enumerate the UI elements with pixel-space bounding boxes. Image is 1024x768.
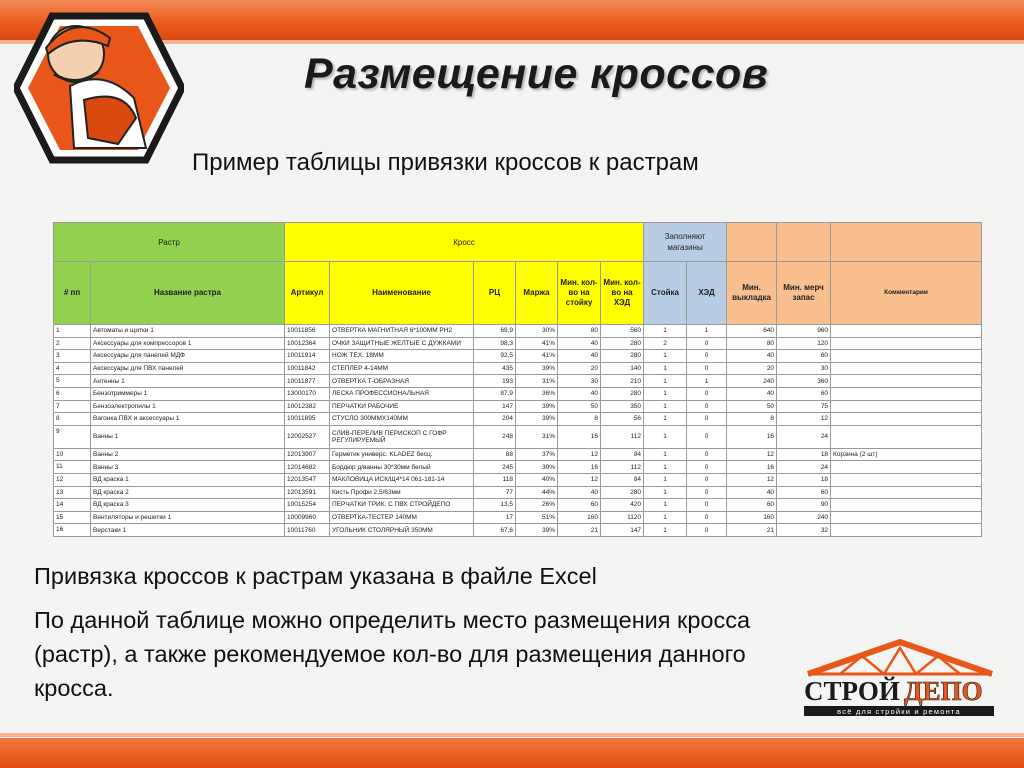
table-cell: 2 [54,337,91,350]
col-header-margin: Маржа [516,262,558,325]
table-cell: 92,5 [474,350,516,363]
table-cell: 1 [644,486,687,499]
table-cell: 0 [687,486,727,499]
col-header-min-display: Мин. выкладка [727,262,777,325]
table-cell: Бордюр д/ванны 30*30мм белый [330,461,474,474]
table-cell [831,350,982,363]
table-cell: 60 [777,486,831,499]
table-cell: 0 [687,499,727,512]
col-header-comments: Комментарии [831,262,982,325]
col-header-article: Артикул [285,262,330,325]
table-cell: 140 [601,362,644,375]
table-cell: 1 [54,325,91,338]
table-cell: Ванны 3 [91,461,285,474]
table-column-header-row [54,262,982,325]
table-cell: 18 [777,473,831,486]
table-cell: 147 [601,524,644,537]
table-cell [831,524,982,537]
table-cell: 0 [687,524,727,537]
table-cell: 10011895 [285,413,330,426]
table-cell: 16 [727,461,777,474]
table-cell: 12 [727,473,777,486]
table-cell: 39% [516,413,558,426]
table-cell: Аксессуары для панелей МДФ [91,350,285,363]
table-cell: 435 [474,362,516,375]
table-cell: 18 [777,448,831,461]
table-row [54,350,982,363]
table-cell: 12 [727,448,777,461]
table-cell: 280 [601,337,644,350]
table-cell: ПЕРЧАТКИ РАБОЧИЕ [330,400,474,413]
table-cell: 30% [516,325,558,338]
table-cell: 40 [727,350,777,363]
table-cell: 0 [687,337,727,350]
table-cell [831,486,982,499]
group-header-empty-2 [777,223,831,262]
table-cell: 350 [601,400,644,413]
table-cell: Аксессуары для ПВХ панелей [91,362,285,375]
table-cell [831,362,982,375]
table-cell: 1 [644,524,687,537]
slide-subtitle: Пример таблицы привязки кроссов к растрам [192,149,699,176]
table-cell: 10012364 [285,337,330,350]
table-cell: Аксессуары для компрессоров 1 [91,337,285,350]
table-cell: 160 [727,511,777,524]
table-cell: 32 [777,524,831,537]
table-cell: СТЕПЛЕР 4-14ММ [330,362,474,375]
table-cell: 16 [727,425,777,448]
table-cell: Ванны 1 [91,425,285,448]
table-cell: 60 [727,499,777,512]
table-cell: 248 [474,425,516,448]
table-cell: СЛИВ-ПЕРЕЛИВ ПЕРИСКОП С ГОФР РЕГУЛИРУЕМЫЙ [330,425,474,448]
table-cell [831,337,982,350]
table-cell: 8 [558,413,601,426]
table-cell: 12002527 [285,425,330,448]
table-cell: 56 [601,413,644,426]
table-row [54,511,982,524]
table-cell: Ванны 2 [91,448,285,461]
stroydepo-logo [800,638,1000,720]
table-cell: 20 [558,362,601,375]
table-cell: 30 [777,362,831,375]
table-cell: 80 [558,325,601,338]
table-cell: 1 [644,387,687,400]
table-cell: Корзина (2 шт) [831,448,982,461]
col-header-num: # пп [54,262,91,325]
table-cell: 50 [558,400,601,413]
table-cell: Антенны 1 [91,375,285,388]
table-cell: 0 [687,400,727,413]
table-cell: 20 [727,362,777,375]
table-row [54,387,982,400]
table-cell: Герметик универс. KLADEZ бесц. [330,448,474,461]
body-text-excel-note: Привязка кроссов к растрам указана в файле Excel [34,563,597,589]
table-cell: 10012382 [285,400,330,413]
col-header-hed: ХЭД [687,262,727,325]
table-cell: 40 [558,337,601,350]
table-cell: ОТВЕРТКА Т-ОБРАЗНАЯ [330,375,474,388]
col-header-raster-name: Название растра [91,262,285,325]
col-header-min-rack: Мин. кол-во на стойку [558,262,601,325]
table-cell: 240 [727,375,777,388]
table-cell: 60 [777,350,831,363]
table-cell: 12 [777,413,831,426]
table-cell: 12 [558,448,601,461]
bottom-bar-line [0,733,1024,737]
table-cell: 1 [644,461,687,474]
table-cell: 1 [644,511,687,524]
table-cell: 12 [558,473,601,486]
table-cell: ПЕРЧАТКИ ТРИК. С ПВХ СТРОЙДЕПО [330,499,474,512]
table-cell: 1 [644,499,687,512]
table-cell: 1120 [601,511,644,524]
table-cell: 3 [54,350,91,363]
table-cell: ОТВЕРТКА МАГНИТНАЯ 6*100ММ PH2 [330,325,474,338]
col-header-rack: Стойка [644,262,687,325]
table-cell: 40 [558,486,601,499]
table-cell: 36% [516,387,558,400]
group-header-stores: Заполняют магазины [644,223,727,262]
table-cell: 12014682 [285,461,330,474]
table-cell: 12 [54,473,91,486]
col-header-price: РЦ [474,262,516,325]
table-cell: 0 [687,511,727,524]
table-cell [831,461,982,474]
table-cell: Вагонка ПВХ и аксессуары 1 [91,413,285,426]
table-cell: 26% [516,499,558,512]
table-cell: 560 [601,325,644,338]
table-cell: 10011914 [285,350,330,363]
table-cell: УГОЛЬНИК СТОЛЯРНЫЙ 350ММ [330,524,474,537]
table-cell: 21 [558,524,601,537]
group-header-empty-1 [727,223,777,262]
table-cell: 69,9 [474,325,516,338]
table-cell: 30 [558,375,601,388]
table-cell: 14 [54,499,91,512]
table-cell [831,499,982,512]
table-cell: 41% [516,350,558,363]
table-cell: 1 [644,350,687,363]
table-cell: 420 [601,499,644,512]
roof-truss-icon [808,642,992,674]
table-body [54,325,982,537]
table-cell: 112 [601,461,644,474]
table-cell: 98,3 [474,337,516,350]
table-cell: 11 [54,461,91,474]
group-header-empty-3 [831,223,982,262]
logo-part2: ДЕПО [904,676,983,706]
table-cell: 1 [687,375,727,388]
table-cell: 1 [644,325,687,338]
table-cell: 8 [54,413,91,426]
table-cell: 84 [601,448,644,461]
table-cell: 1 [644,473,687,486]
table-cell: 39% [516,400,558,413]
logo-part1: СТРОЙ [804,676,900,706]
table-cell [831,400,982,413]
table-row [54,473,982,486]
table-cell: СТУСЛО 300ММХ140ММ [330,413,474,426]
table-row [54,499,982,512]
table-cell [831,473,982,486]
group-header-raster: Растр [54,223,285,262]
table-cell: Кисть Профи 2,5/63мм [330,486,474,499]
table-cell: ОТВЕРТКА-ТЕСТЕР 140ММ [330,511,474,524]
table-cell: 39% [516,524,558,537]
table-cell: 24 [777,461,831,474]
table-cell: 280 [601,486,644,499]
table-cell: 10011877 [285,375,330,388]
table-cell: 50 [727,400,777,413]
table-cell: 10011856 [285,325,330,338]
table-cell: 51% [516,511,558,524]
table-cell: ВД краска 1 [91,473,285,486]
table-cell: 31% [516,425,558,448]
table-cell: 15 [54,511,91,524]
table-cell: 1 [644,413,687,426]
table-cell: 240 [777,511,831,524]
table-row [54,461,982,474]
table-cell: 10009960 [285,511,330,524]
table-cell: 2 [644,337,687,350]
table-cell [831,387,982,400]
cross-table [53,222,982,537]
table-cell: 12013907 [285,448,330,461]
table-cell: 10 [54,448,91,461]
table-cell: ОЧКИ ЗАЩИТНЫЕ ЖЕЛТЫЕ С ДУЖКАМИ [330,337,474,350]
table-cell: 40 [558,350,601,363]
table-cell: 5 [54,375,91,388]
table-cell: 13000170 [285,387,330,400]
table-cell: 204 [474,413,516,426]
table-cell: 90 [777,499,831,512]
table-cell: 640 [727,325,777,338]
table-cell: 44% [516,486,558,499]
table-cell: Верстаки 1 [91,524,285,537]
table-cell: 4 [54,362,91,375]
table-cell: 1 [644,375,687,388]
bottom-bar [0,738,1024,768]
table-cell: 0 [687,387,727,400]
table-cell: 31% [516,375,558,388]
table-cell: 30% [516,461,558,474]
table-cell: 120 [777,337,831,350]
table-group-header-row [54,223,982,262]
table-cell: 1 [687,325,727,338]
table-cell: 21 [727,524,777,537]
table-cell: 10015254 [285,499,330,512]
table-cell: 40 [727,387,777,400]
table-cell: 8 [727,413,777,426]
table-cell: 280 [601,387,644,400]
table-row [54,362,982,375]
table-cell: 87,9 [474,387,516,400]
table-cell: ЛЕСКА ПРОФЕССИОНАЛЬНАЯ [330,387,474,400]
table-cell: 147 [474,400,516,413]
mascot-logo-icon [14,8,184,168]
table-cell: 12013547 [285,473,330,486]
col-header-min-stock: Мин. мерч запас [777,262,831,325]
table-cell [831,413,982,426]
table-cell [831,325,982,338]
table-cell: 0 [687,425,727,448]
table-row [54,486,982,499]
table-cell: 13 [54,486,91,499]
table-cell: 12013591 [285,486,330,499]
table-row [54,337,982,350]
table-cell: 13,5 [474,499,516,512]
table-cell: 1 [644,425,687,448]
table-cell: 1 [644,400,687,413]
table-cell: Автоматы и щитки 1 [91,325,285,338]
cross-table-wrapper [53,222,981,537]
table-cell [831,425,982,448]
table-cell: 60 [558,499,601,512]
table-cell: 75 [777,400,831,413]
table-cell: 210 [601,375,644,388]
table-cell: 6 [54,387,91,400]
body-text-explanation: По данной таблице можно определить место размещения кросса (растр), а также рекомендуемое кол-во для размещения данного кросса. [34,607,751,701]
table-cell: 0 [687,448,727,461]
table-row [54,325,982,338]
table-cell: 7 [54,400,91,413]
table-cell: ВД краска 2 [91,486,285,499]
table-row [54,524,982,537]
table-cell: НОЖ ТЕХ. 18ММ [330,350,474,363]
table-cell: 84 [601,473,644,486]
table-cell: 77 [474,486,516,499]
table-row [54,413,982,426]
table-cell: 88 [474,448,516,461]
table-cell: 0 [687,362,727,375]
table-cell: 112 [601,425,644,448]
table-cell: 80 [727,337,777,350]
table-cell: ВД краска 3 [91,499,285,512]
table-cell: 60 [777,387,831,400]
table-cell: 0 [687,350,727,363]
table-cell: Бензотриммеры 1 [91,387,285,400]
table-row [54,400,982,413]
table-row [54,425,982,448]
table-cell: 16 [558,461,601,474]
table-row [54,375,982,388]
table-cell: 1 [644,448,687,461]
table-row [54,448,982,461]
table-cell: 16 [558,425,601,448]
col-header-item-name: Наименование [330,262,474,325]
table-cell: 0 [687,473,727,486]
table-cell: 40 [558,387,601,400]
table-cell: 40 [727,486,777,499]
table-cell: 9 [54,425,91,448]
table-cell: МАКЛОВИЦА ИСК/Щ4*14 061-181-14 [330,473,474,486]
table-cell: 0 [687,461,727,474]
table-cell: 10011842 [285,362,330,375]
logo-tagline: всё для стройки и ремонта [837,707,961,716]
group-header-cross: Кросс [285,223,644,262]
table-cell: 193 [474,375,516,388]
table-cell: 960 [777,325,831,338]
table-cell [831,511,982,524]
table-cell: 40% [516,473,558,486]
col-header-min-hed: Мин. кол-во на ХЭД [601,262,644,325]
table-cell: 24 [777,425,831,448]
table-cell: 0 [687,413,727,426]
table-cell: 280 [601,350,644,363]
table-cell: 1 [644,362,687,375]
table-cell: 245 [474,461,516,474]
table-cell: Вентиляторы и решетки 1 [91,511,285,524]
table-cell: Бензоэлектропилы 1 [91,400,285,413]
table-cell: 17 [474,511,516,524]
table-cell: 160 [558,511,601,524]
table-cell: 39% [516,362,558,375]
table-cell: 37% [516,448,558,461]
table-cell: 16 [54,524,91,537]
slide-title: Размещение кроссов [304,50,769,98]
table-cell: 41% [516,337,558,350]
table-cell: 118 [474,473,516,486]
table-cell: 360 [777,375,831,388]
table-cell: 10011760 [285,524,330,537]
table-cell [831,375,982,388]
table-cell: 67,6 [474,524,516,537]
